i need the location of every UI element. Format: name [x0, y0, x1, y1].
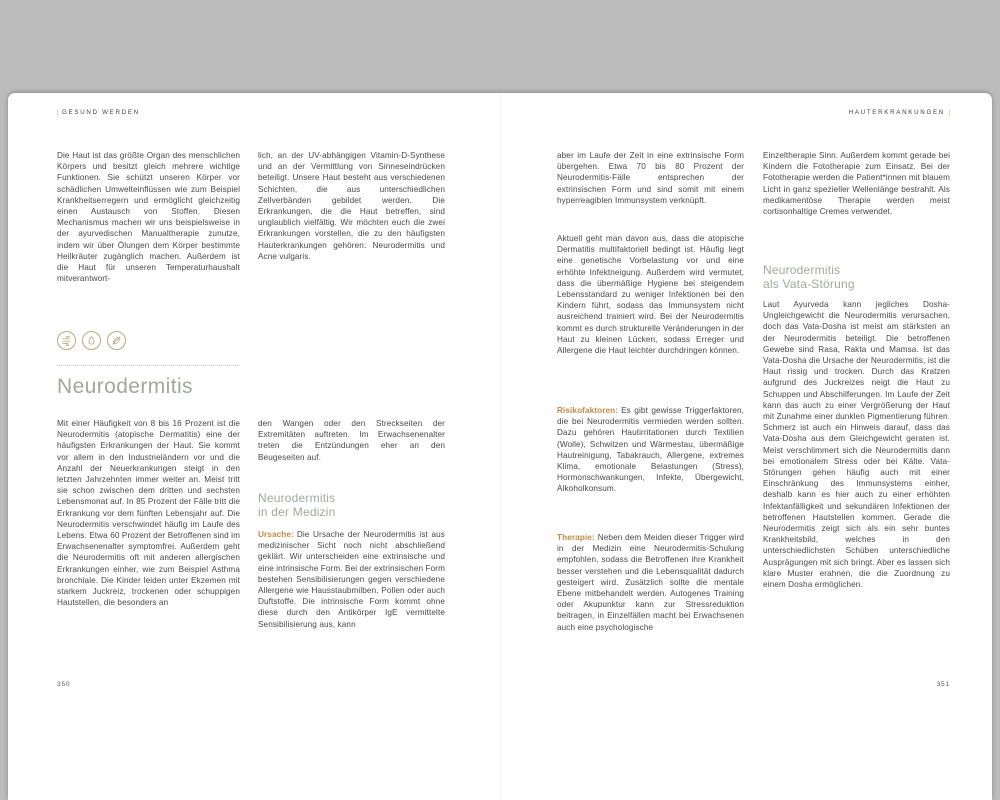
page-fold [499, 93, 502, 800]
section-heading-neurodermitis: Neurodermitis [57, 375, 193, 398]
col2-continuation-paragraph: den Wangen oder den Streckseiten der Extremitäten auftreten. Im Erwachsenenalter treten die Entzündungen eher an den Beugeseiten auf. [258, 419, 445, 462]
running-head-left [57, 109, 140, 116]
fire-icon [82, 331, 101, 350]
subheading-medizin-line1: Neurodermitis [258, 491, 336, 505]
risikofaktoren-text: Es gibt gewisse Triggerfaktoren, die bei Neurodermitis vermieden werden sollten. Dazu gehören Hautirritationen durch Textilien (Wolle), Schwitzen und Wärmestau, übermäßige Hautreinigung, Tabakrauch, Allergene, extremes Klima, emotionale Belastungen (Stress), Hormonschwankungen, Infekte, Übergewicht, Alkoholkonsum. [557, 406, 744, 494]
running-head-left-label: GESUND WERDEN [62, 109, 140, 116]
subheading-vata-line2: als Vata-Störung [763, 277, 855, 291]
running-head-right-label: HAUTERKRANKUNGEN [848, 109, 945, 116]
col1-body-paragraph: Mit einer Häufigkeit von 8 bis 16 Prozent ist die Neurodermitis (atopische Dermatitis) eine der häufigsten Erkrankungen der Haut. Sie kommt vor allem in den Industrieländern vor und die Anzahl der Neuerkrankungen steigt in den letzten Jahrzehnten immer weiter an. Meist tritt sie schon zwischen dem dritten und sechsten Lebensmonat auf. In 85 Prozent der Fälle tritt die Erkrankung vor dem fünften Lebensjahr auf. Die Neurodermitis verschwindet häufig im Laufe des Lebens. Etwa 60 Prozent der Betroffenen sind im Erwachsenenalter symptomfrei. Außerdem geht die Neurodermitis oft mit anderen allergischen Erkrankungen einher, wie zum Beispiel Asthma bronchiale. Die Kinder leiden unter Ekzemen mit starkem Juckreiz, trockenen oder schuppigen Hautstellen, die besonders an [57, 419, 240, 608]
col2-ursache-paragraph [258, 529, 445, 630]
page-number-right: 351 [936, 681, 950, 688]
water-icon [107, 331, 126, 350]
col2-top-paragraph: lich, an der UV-abhängigen Vitamin-D-Synthese und an der Vermittlung von Sinneseindrücken beteiligt. Unsere Haut besteht aus verschiedenen Schichten, die aus unterschiedlichen Zellverbänden gebildet werden. Die Erkrankungen, die die Haut betreffen, sind unglaublich vielfältig. Wir möchten euch die zwei Erkrankungen vorstellen, die zu den häufigsten Hauterkrankungen gehören: Neurodermitis und Acne vulgaris. [258, 151, 445, 261]
ursache-label: Ursache: [258, 530, 294, 539]
section-divider [57, 365, 240, 366]
therapie-label: Therapie: [557, 533, 595, 542]
page-number-left: 350 [57, 681, 71, 688]
subheading-neurodermitis-medizin [258, 491, 445, 519]
running-head-left-bar: | [57, 109, 59, 116]
book-spread [8, 93, 992, 800]
col3-therapie-paragraph [557, 532, 744, 633]
wind-icon [57, 331, 76, 350]
dosha-icons-row [57, 331, 126, 350]
col3-risikofaktoren-paragraph [557, 405, 744, 495]
therapie-text: Neben dem Meiden dieser Trigger wird in der Medizin eine Neurodermitis-Schulung empfohlen, sodass die Betroffenen ihre Krankheit besser verstehen und die Lebensqualität dadurch gesteigert wird. Zusätzlich sollte die mentale Ebene mitbehandelt werden. Autogenes Training oder Akupunktur kann zur Stressreduktion beitragen, in Einzelfällen macht bei Erwachsenen auch eine psychologische [557, 533, 744, 632]
ursache-text: Die Ursache der Neurodermitis ist aus medizinischer Sicht noch nicht abschließend geklärt. Wir unterscheiden eine extrinsische und eine intrinsische Form. Bei der extrinsischen Form bestehen Sensibilisierungen gegen verschiedene Allergene wie Hausstaubmilben, Pollen oder auch Duftstoffe. Die intrinsische Form kommt ohne diese durch den Antikörper IgE vermittelte Sensibilisierung aus, kann [258, 530, 446, 629]
running-head-right [849, 109, 950, 116]
col3-paragraph-2: Aktuell geht man davon aus, dass die atopische Dermatitis multifaktoriell bedingt ist. Häufig liegt eine genetische Vorbelastung vor und eine erhöhte Infektneigung. Außerdem wird vermutet, dass die übermäßige Hygiene bei steigendem Lebensstandard zu weniger Infektionen bei den Kindern führt, sodass das Immunsystem nicht ausreichend trainiert wird. Bei der Neurodermitis kommt es durch strukturelle Veränderungen in der Haut zu kleinen Lücken, sodass Erreger und Allergene die Haut leichter durchdringen können. [557, 234, 744, 356]
risikofaktoren-label: Risikofaktoren: [557, 406, 619, 415]
subheading-neurodermitis-vata [763, 263, 950, 291]
running-head-right-bar: | [948, 109, 950, 116]
col4-paragraph-1: Einzeltherapie Sinn. Außerdem kommt gerade bei Kindern die Fototherapie zum Einsatz. Bei der Fototherapie werden die Patient*innen mit blauem Licht in ganz spezieller Wellenlänge bestrahlt. Als medikamentöse Therapie werden meist cortisonhaltige Cremes verwendet. [763, 151, 950, 217]
col3-paragraph-1: aber im Laufe der Zeit in eine extrinsische Form übergehen. Etwa 70 bis 80 Prozent der Neurodermitis-Fälle entsprechen der extrinsischen Form und sind somit mit einem hyperreagiblen Immunsystem verknüpft. [557, 151, 744, 205]
col1-intro-paragraph: Die Haut ist das größte Organ des menschlichen Körpers und besitzt gleich mehrere wichtige Funktionen. Sie schützt unseren Körper vor schädlichen Umwelteinflüssen wie zum Beispiel Krankheitserregern und ermöglicht gleichzeitig einen Austausch von Stoffen. Diesen Mechanismus machen wir uns beispielsweise in der ayurvedischen Manualtherapie zunutze, indem wir über Ölungen dem Körper bestimmte Heilkräuter zugänglich machen. Außerdem ist die Haut für unseren Temperaturhaushalt mitverantwort- [57, 151, 240, 284]
subheading-medizin-line2: in der Medizin [258, 505, 336, 519]
col4-body-paragraph: Laut Ayurveda kann jegliches Dosha-Ungleichgewicht die Neurodermitis verursachen, doch das Vata-Dosha ist meist am stärksten an der Neurodermitis beteiligt. Die betroffenen Gewebe sind Rasa, Rakta und Mamsa. Ist das Vata-Dosha die Ursache der Neurodermitis, ist die Haut rissig und trocken. Durch das Kratzen aufgrund des Juckreizes neigt die Haut zu Schuppen und Abschilferungen. Im Laufe der Zeit kann das auch zu einer Vergrößerung der Haut mit Zunahme einer dunklen Pigmentierung führen. Schmerz ist auch ein Hinweis darauf, dass das Vata-Dosha aus dem Gleichgewicht geraten ist. Meist verschlimmert sich die Neurodermitis dann bei emotionalem Stress oder bei Kälte. Vata-Störungen gehen häufig auch mit einer Einschränkung des Immunsystems einher, deshalb kann es hier auch zu einer erhöhten Infektanfälligkeit und sekundären Infektionen der betroffenen Hautstellen kommen. Gerade die Neurodermitis zeigt sich als ein sehr buntes Krankheitsbild, welches in den unterschiedlichsten Schüben unterschiedliche Ausprägungen mit sich bringt. Aber es lassen sich klare Muster erahnen, die die Zuordnung zu einem Dosha ermöglichen. [763, 300, 950, 590]
subheading-vata-line1: Neurodermitis [763, 263, 841, 277]
